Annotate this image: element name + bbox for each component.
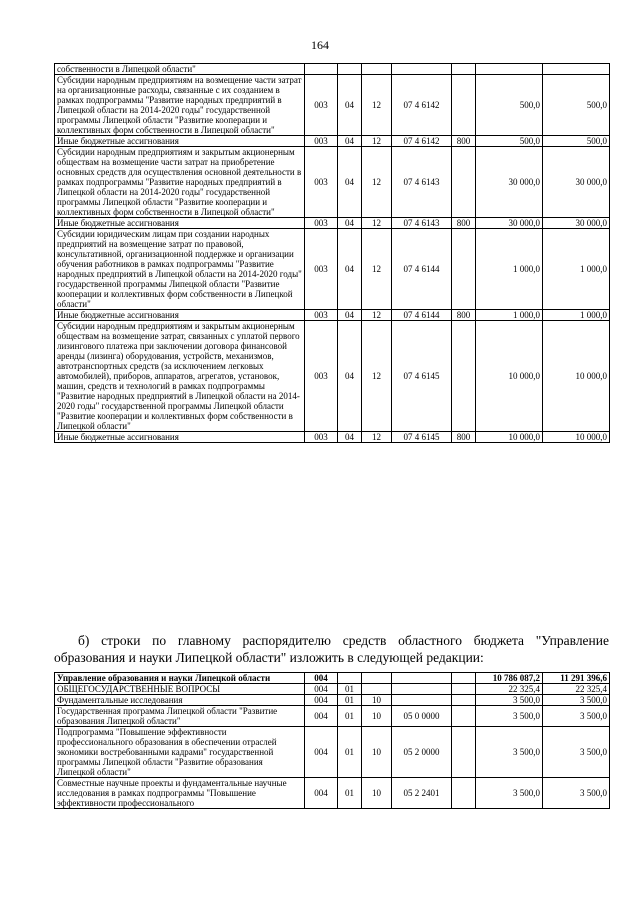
expense-type-cell: 800 <box>452 432 476 443</box>
subsection-code-cell: 12 <box>362 75 392 136</box>
subsection-code-cell: 12 <box>362 310 392 321</box>
target-article-cell: 05 0 0000 <box>392 706 452 727</box>
amount-year2-cell: 11 291 396,6 <box>543 673 610 684</box>
table-row <box>55 229 610 310</box>
expense-type-cell <box>452 706 476 727</box>
amount-year2-cell: 3 500,0 <box>543 778 610 809</box>
subsection-code-cell: 12 <box>362 136 392 147</box>
section-code-cell: 04 <box>338 218 362 229</box>
expense-type-cell: 800 <box>452 136 476 147</box>
table-row <box>55 75 610 136</box>
section-code-cell: 04 <box>338 310 362 321</box>
expense-type-cell <box>452 147 476 218</box>
amount-year2-cell: 10 000,0 <box>543 321 610 432</box>
expense-type-cell <box>452 75 476 136</box>
target-article-cell: 07 4 6144 <box>392 229 452 310</box>
admin-code-cell: 004 <box>305 706 338 727</box>
section-code-cell <box>338 673 362 684</box>
amount-year2-cell: 30 000,0 <box>543 218 610 229</box>
table-row <box>55 321 610 432</box>
row-name-cell: Фундаментальные исследования <box>55 695 305 706</box>
table-row <box>55 432 610 443</box>
row-name-cell: Субсидии народным предприятиям и закрытым акционерным обществам на возмещение части затрат на приобретение основных средств для осуществления основной деятельности в рамках подпрограммы "Развитие народных предприятий в Липецкой области на 2014-2020 годы" государственной программы Липецкой области "Развитие кооперации и коллективных форм собственности в Липецкой области" <box>55 147 305 218</box>
subsection-code-cell <box>362 673 392 684</box>
amount-year1-cell <box>476 64 543 75</box>
target-article-cell: 07 4 6143 <box>392 147 452 218</box>
table-row <box>55 727 610 778</box>
amount-year2-cell: 500,0 <box>543 136 610 147</box>
expense-type-cell: 800 <box>452 310 476 321</box>
section-code-cell: 04 <box>338 75 362 136</box>
row-name-cell: Иные бюджетные ассигнования <box>55 310 305 321</box>
subsection-code-cell <box>362 64 392 75</box>
section-code-cell: 01 <box>338 727 362 778</box>
section-code-cell <box>338 64 362 75</box>
admin-code-cell: 003 <box>305 218 338 229</box>
admin-code-cell: 003 <box>305 321 338 432</box>
table-row <box>55 684 610 695</box>
amount-year1-cell: 10 000,0 <box>476 432 543 443</box>
subsection-code-cell: 10 <box>362 695 392 706</box>
target-article-cell <box>392 684 452 695</box>
budget-table-1 <box>54 63 610 443</box>
admin-code-cell: 003 <box>305 310 338 321</box>
target-article-cell: 07 4 6142 <box>392 136 452 147</box>
amount-year2-cell: 3 500,0 <box>543 695 610 706</box>
row-name-cell: Иные бюджетные ассигнования <box>55 432 305 443</box>
amount-year1-cell: 10 000,0 <box>476 321 543 432</box>
admin-code-cell: 004 <box>305 673 338 684</box>
table-row <box>55 778 610 809</box>
table-row <box>55 695 610 706</box>
admin-code-cell: 004 <box>305 778 338 809</box>
admin-code-cell <box>305 64 338 75</box>
section-code-cell: 04 <box>338 147 362 218</box>
table-row <box>55 706 610 727</box>
admin-code-cell: 003 <box>305 147 338 218</box>
amount-year2-cell <box>543 64 610 75</box>
amount-year2-cell: 1 000,0 <box>543 229 610 310</box>
section-code-cell: 04 <box>338 136 362 147</box>
subsection-code-cell: 10 <box>362 727 392 778</box>
amount-year1-cell: 500,0 <box>476 75 543 136</box>
expense-type-cell <box>452 673 476 684</box>
subsection-code-cell <box>362 684 392 695</box>
expense-type-cell <box>452 321 476 432</box>
section-code-cell: 04 <box>338 321 362 432</box>
subsection-code-cell: 10 <box>362 706 392 727</box>
section-code-cell: 04 <box>338 229 362 310</box>
admin-code-cell: 004 <box>305 684 338 695</box>
amount-year2-cell: 22 325,4 <box>543 684 610 695</box>
subsection-code-cell: 12 <box>362 321 392 432</box>
amount-year1-cell: 500,0 <box>476 136 543 147</box>
amount-year2-cell: 500,0 <box>543 75 610 136</box>
amount-year1-cell: 1 000,0 <box>476 310 543 321</box>
amount-year1-cell: 3 500,0 <box>476 695 543 706</box>
row-name-cell: Управление образования и науки Липецкой области <box>55 673 305 684</box>
target-article-cell <box>392 673 452 684</box>
amount-year1-cell: 10 786 087,2 <box>476 673 543 684</box>
amount-year1-cell: 1 000,0 <box>476 229 543 310</box>
expense-type-cell: 800 <box>452 218 476 229</box>
target-article-cell: 07 4 6142 <box>392 75 452 136</box>
admin-code-cell: 003 <box>305 75 338 136</box>
amount-year2-cell: 30 000,0 <box>543 147 610 218</box>
table-row <box>55 310 610 321</box>
admin-code-cell: 003 <box>305 229 338 310</box>
subsection-code-cell: 12 <box>362 147 392 218</box>
expense-type-cell <box>452 229 476 310</box>
target-article-cell: 07 4 6145 <box>392 321 452 432</box>
table-row <box>55 64 610 75</box>
expense-type-cell <box>452 727 476 778</box>
amount-year1-cell: 22 325,4 <box>476 684 543 695</box>
section-code-cell: 01 <box>338 684 362 695</box>
amount-year2-cell: 3 500,0 <box>543 706 610 727</box>
target-article-cell: 07 4 6143 <box>392 218 452 229</box>
expense-type-cell <box>452 64 476 75</box>
amount-year1-cell: 30 000,0 <box>476 218 543 229</box>
expense-type-cell <box>452 778 476 809</box>
amount-year2-cell: 3 500,0 <box>543 727 610 778</box>
section-code-cell: 04 <box>338 432 362 443</box>
row-name-cell: Подпрограмма "Повышение эффективности профессионального образования в обеспечении отраслей экономики востребованными кадрами" государственной программы Липецкой области "Развитие образования Липецкой области" <box>55 727 305 778</box>
table-row <box>55 136 610 147</box>
target-article-cell: 05 2 2401 <box>392 778 452 809</box>
target-article-cell <box>392 64 452 75</box>
expense-type-cell <box>452 684 476 695</box>
expense-type-cell <box>452 695 476 706</box>
section-code-cell: 01 <box>338 778 362 809</box>
row-name-cell: Государственная программа Липецкой области "Развитие образования Липецкой области" <box>55 706 305 727</box>
target-article-cell: 07 4 6145 <box>392 432 452 443</box>
row-name-cell: Субсидии народным предприятиям и закрытым акционерным обществам на возмещение затрат, связанных с уплатой первого лизингового платежа при заключении договора финансовой аренды (лизинга) оборудования, устройств, механизмов, автотранспортных средств (за исключением легковых автомобилей), приборов, аппаратов, агрегатов, установок, машин, средств и технологий в рамках подпрограммы "Развитие народных предприятий в Липецкой области на 2014-2020 годы" государственной программы Липецкой области "Развитие кооперации и коллективных форм собственности в Липецкой области" <box>55 321 305 432</box>
target-article-cell: 07 4 6144 <box>392 310 452 321</box>
amount-year1-cell: 30 000,0 <box>476 147 543 218</box>
admin-code-cell: 003 <box>305 136 338 147</box>
subsection-code-cell: 10 <box>362 778 392 809</box>
amount-year1-cell: 3 500,0 <box>476 706 543 727</box>
page-number: 164 <box>311 38 329 52</box>
section-code-cell: 01 <box>338 695 362 706</box>
subsection-code-cell: 12 <box>362 218 392 229</box>
row-name-cell: Субсидии юридическим лицам при создании народных предприятий на возмещение затрат по правовой, консультативной, организационной поддержке и организации обучения работников в рамках подпрограммы "Развитие народных предприятий в Липецкой области на 2014-2020 годы" государственной программы Липецкой области "Развитие кооперации и коллективных форм собственности в Липецкой области" <box>55 229 305 310</box>
section-paragraph: б) строки по главному распорядителю средств областного бюджета "Управление образования и науки Липецкой области" изложить в следующей редакции: <box>54 633 609 665</box>
row-name-cell: Иные бюджетные ассигнования <box>55 136 305 147</box>
amount-year1-cell: 3 500,0 <box>476 727 543 778</box>
section-code-cell: 01 <box>338 706 362 727</box>
table-row <box>55 218 610 229</box>
admin-code-cell: 004 <box>305 695 338 706</box>
amount-year2-cell: 10 000,0 <box>543 432 610 443</box>
row-name-cell: Субсидии народным предприятиям на возмещение части затрат на организационные расходы, связанные с их созданием в рамках подпрограммы "Развитие народных предприятий в Липецкой области на 2014-2020 годы" государственной программы Липецкой области "Развитие кооперации и коллективных форм собственности в Липецкой области" <box>55 75 305 136</box>
subsection-code-cell: 12 <box>362 432 392 443</box>
table-row <box>55 673 610 684</box>
admin-code-cell: 003 <box>305 432 338 443</box>
table-row <box>55 147 610 218</box>
subsection-code-cell: 12 <box>362 229 392 310</box>
amount-year1-cell: 3 500,0 <box>476 778 543 809</box>
row-name-cell: Совместные научные проекты и фундаментальные научные исследования в рамках подпрограммы "Повышение эффективности профессионального <box>55 778 305 809</box>
budget-table-2 <box>54 672 610 809</box>
row-name-cell: собственности в Липецкой области" <box>55 64 305 75</box>
row-name-cell: Иные бюджетные ассигнования <box>55 218 305 229</box>
target-article-cell <box>392 695 452 706</box>
row-name-cell: ОБЩЕГОСУДАРСТВЕННЫЕ ВОПРОСЫ <box>55 684 305 695</box>
target-article-cell: 05 2 0000 <box>392 727 452 778</box>
admin-code-cell: 004 <box>305 727 338 778</box>
amount-year2-cell: 1 000,0 <box>543 310 610 321</box>
